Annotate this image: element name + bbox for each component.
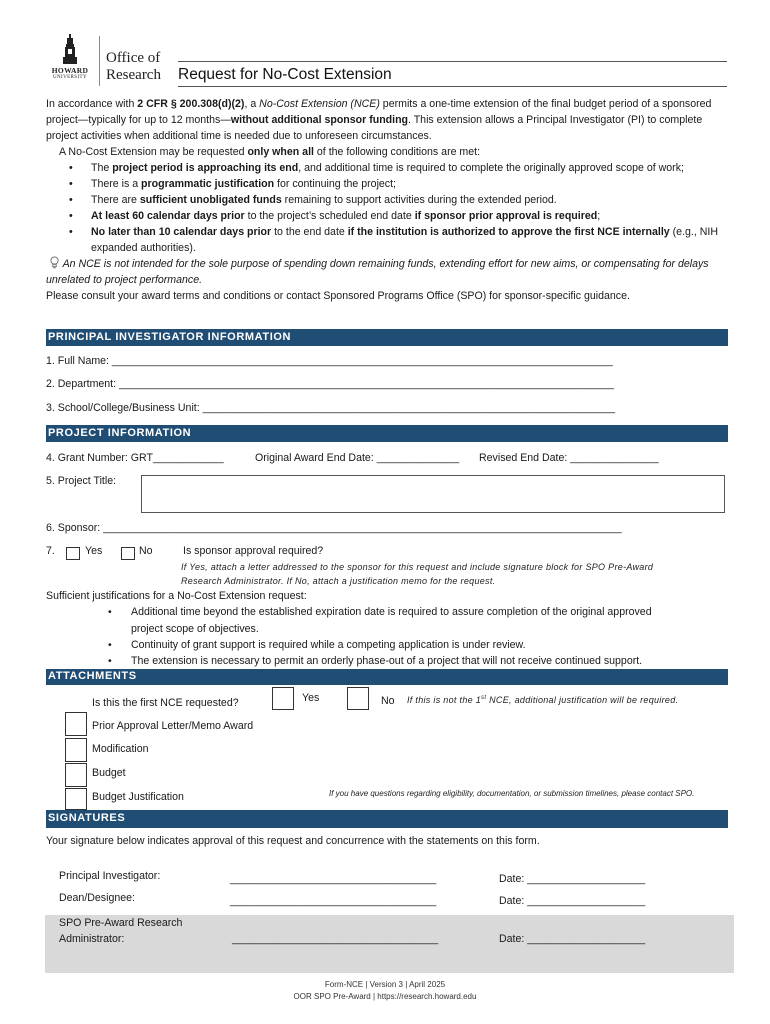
university-wordmark: UNIVERSITY	[53, 75, 87, 80]
condition-text: The	[91, 162, 113, 174]
office-of-research-logo	[46, 34, 166, 88]
howard-wordmark: HOWARD	[51, 66, 89, 75]
project-title-input[interactable]	[141, 475, 725, 513]
bullet: •	[108, 655, 112, 667]
first-nce-note-text: If this is not the 1	[407, 695, 482, 705]
condition-text: There are	[91, 194, 140, 206]
attachment-item-budget-justification: Budget Justification	[92, 791, 184, 803]
pi-date-field[interactable]: Date: ____________________	[499, 873, 646, 885]
justification-2: Continuity of grant support is required while a competing application is under review.	[131, 639, 526, 651]
project-title-label: 5. Project Title:	[46, 475, 117, 487]
bullet: •	[108, 639, 112, 651]
project-section-header: PROJECT INFORMATION	[46, 425, 728, 442]
office-line-2: Research	[106, 67, 161, 83]
intro-text-span: In accordance with	[46, 98, 138, 110]
pi-signature-label: Principal Investigator:	[59, 870, 161, 882]
sponsor-approval-note-2: Research Administrator. If No, attach a justification memo for the request.	[181, 576, 496, 586]
intro-paragraph	[46, 96, 726, 144]
office-name	[106, 50, 161, 84]
justification-1b: project scope of objectives.	[131, 623, 259, 635]
sponsor-approval-yes-label: Yes	[85, 545, 103, 557]
spo-signature-label-2: Administrator:	[59, 933, 125, 945]
pi-section-header: PRINCIPAL INVESTIGATOR INFORMATION	[46, 329, 728, 346]
sponsor-approval-no-checkbox[interactable]	[121, 547, 135, 560]
footer-line-1: Form-NCE | Version 3 | April 2025	[324, 980, 446, 989]
full-name-field[interactable]: 1. Full Name: _____________________________________________________________________________________	[46, 355, 613, 367]
nce-note	[46, 256, 726, 288]
attachments-section-header: ATTACHMENTS	[46, 669, 728, 685]
intro-bold-span: without additional sponsor funding	[230, 114, 409, 126]
tower-icon	[62, 34, 78, 64]
nce-term: No-Cost Extension (NCE)	[259, 98, 380, 110]
intro-text-span: of the following conditions are met:	[313, 146, 481, 158]
dean-signature-line[interactable]: ___________________________________	[230, 895, 437, 907]
lightbulb-icon	[49, 256, 60, 269]
questions-note: If you have questions regarding eligibility, documentation, or submission timelines, please contact SPO.	[329, 789, 695, 798]
condition-text: (e.g., NIH expanded authorities).	[91, 226, 718, 254]
condition-text: There is a	[91, 178, 142, 190]
justifications-heading: Sufficient justifications for a No-Cost Extension request:	[46, 590, 307, 602]
sponsor-approval-note-1: If Yes, attach a letter addressed to the sponsor for this request and include signature block for SPO Pre-Award	[181, 562, 654, 572]
condition-text: to the end date	[271, 226, 348, 238]
revised-end-date-field[interactable]: Revised End Date: _______________	[479, 452, 659, 464]
justification-1a: Additional time beyond the established expiration date is required to assure completion of the original approved	[131, 606, 652, 618]
condition-text: for continuing the project;	[274, 178, 396, 190]
office-line-1: Office of	[106, 50, 161, 66]
spo-date-field[interactable]: Date: ____________________	[499, 933, 646, 945]
condition-text: ;	[597, 210, 601, 222]
condition-text: remaining to support activities during the extended period.	[281, 194, 557, 206]
first-nce-note-text: NCE, additional justification will be required.	[486, 695, 679, 705]
condition-item	[46, 192, 726, 208]
conditions-lead	[46, 144, 726, 160]
budget-checkbox[interactable]	[65, 763, 87, 787]
condition-bold: if the institution is authorized to approve the first NCE internally	[347, 226, 670, 238]
condition-bold: project period is approaching its end	[112, 162, 299, 174]
intro-text	[46, 96, 726, 304]
attachment-item-prior-approval: Prior Approval Letter/Memo Award	[92, 720, 254, 732]
condition-text: to the project’s scheduled end date	[244, 210, 415, 222]
logo-divider	[99, 36, 100, 86]
condition-text: , and additional time is required to complete the originally approved scope of work;	[298, 162, 684, 174]
condition-item	[46, 176, 726, 192]
first-nce-no-label: No	[381, 695, 395, 707]
first-nce-no-checkbox[interactable]	[347, 687, 369, 710]
first-nce-note-sup: st	[481, 695, 487, 701]
footer-line-2: OOR SPO Pre-Award | https://research.howard.edu	[293, 992, 477, 1001]
sponsor-approval-no-label: No	[139, 545, 153, 557]
condition-item	[46, 160, 726, 176]
intro-text-span: A No-Cost Extension may be requested	[59, 146, 248, 158]
sponsor-approval-question: Is sponsor approval required?	[183, 545, 324, 557]
first-nce-yes-checkbox[interactable]	[272, 687, 294, 710]
intro-bold-span: only when all	[247, 146, 314, 158]
title-bottom-rule	[178, 86, 727, 87]
sponsor-field[interactable]: 6. Sponsor: ________________________________________________________________________________________	[46, 522, 622, 534]
condition-item	[46, 208, 726, 224]
condition-bold: if sponsor prior approval is required	[414, 210, 598, 222]
spo-signature-line[interactable]: ___________________________________	[232, 933, 439, 945]
note-text: An NCE is not intended for the sole purpose of spending down remaining funds, extending effort for new aims, or compensating for delays unrelated to project performance.	[46, 258, 709, 286]
budget-justification-checkbox[interactable]	[65, 788, 87, 810]
title-top-rule	[178, 61, 727, 62]
intro-text-span: permits a one-time extension of the final budget period of a sponsored project—typically for up to 12 months—	[46, 98, 712, 126]
sponsor-approval-yes-checkbox[interactable]	[66, 547, 80, 560]
school-field[interactable]: 3. School/College/Business Unit: ______________________________________________________________________	[46, 402, 616, 414]
modification-checkbox[interactable]	[65, 738, 87, 762]
condition-bold: sufficient unobligated funds	[139, 194, 282, 206]
justification-3: The extension is necessary to permit an orderly phase-out of a project that will not receive continued support.	[131, 655, 643, 667]
condition-bold: programmatic justification	[141, 178, 275, 190]
first-nce-yes-label: Yes	[302, 692, 320, 704]
grant-number-field[interactable]: 4. Grant Number: GRT____________	[46, 452, 224, 464]
dean-date-field[interactable]: Date: ____________________	[499, 895, 646, 907]
question-7-number: 7.	[46, 545, 55, 557]
dean-signature-label: Dean/Designee:	[59, 892, 135, 904]
howard-university-seal	[46, 34, 94, 88]
conditions-list	[46, 160, 726, 256]
bullet: •	[108, 606, 112, 618]
department-field[interactable]: 2. Department: ____________________________________________________________________________________	[46, 378, 614, 390]
condition-item	[46, 224, 726, 256]
original-end-date-field[interactable]: Original Award End Date: ______________	[255, 452, 460, 464]
signatures-section-header: SIGNATURES	[46, 810, 728, 828]
prior-approval-checkbox[interactable]	[65, 712, 87, 736]
pi-signature-line[interactable]: ___________________________________	[230, 873, 437, 885]
first-nce-question: Is this the first NCE requested?	[92, 697, 239, 709]
spo-signature-label-1: SPO Pre-Award Research	[59, 917, 183, 929]
intro-text-span: . This extension allows a Principal Investigator (PI) to complete project activities when additional time is needed due to unforeseen circumstances.	[46, 114, 703, 142]
attachment-item-modification: Modification	[92, 743, 149, 755]
first-nce-note	[407, 695, 678, 705]
attachment-item-budget: Budget	[92, 767, 126, 779]
page-title: Request for No-Cost Extension	[178, 66, 392, 83]
condition-bold: No later than 10 calendar days prior	[91, 226, 272, 238]
intro-text-span: , a	[244, 98, 260, 110]
signatures-intro: Your signature below indicates approval of this request and concurrence with the statements on this form.	[46, 835, 540, 847]
consult-text: Please consult your award terms and conditions or contact Sponsored Programs Office (SPO) for sponsor-specific guidance.	[46, 290, 630, 302]
condition-bold: At least 60 calendar days prior	[91, 210, 245, 222]
cfr-citation: 2 CFR § 200.308(d)(2)	[137, 98, 245, 110]
